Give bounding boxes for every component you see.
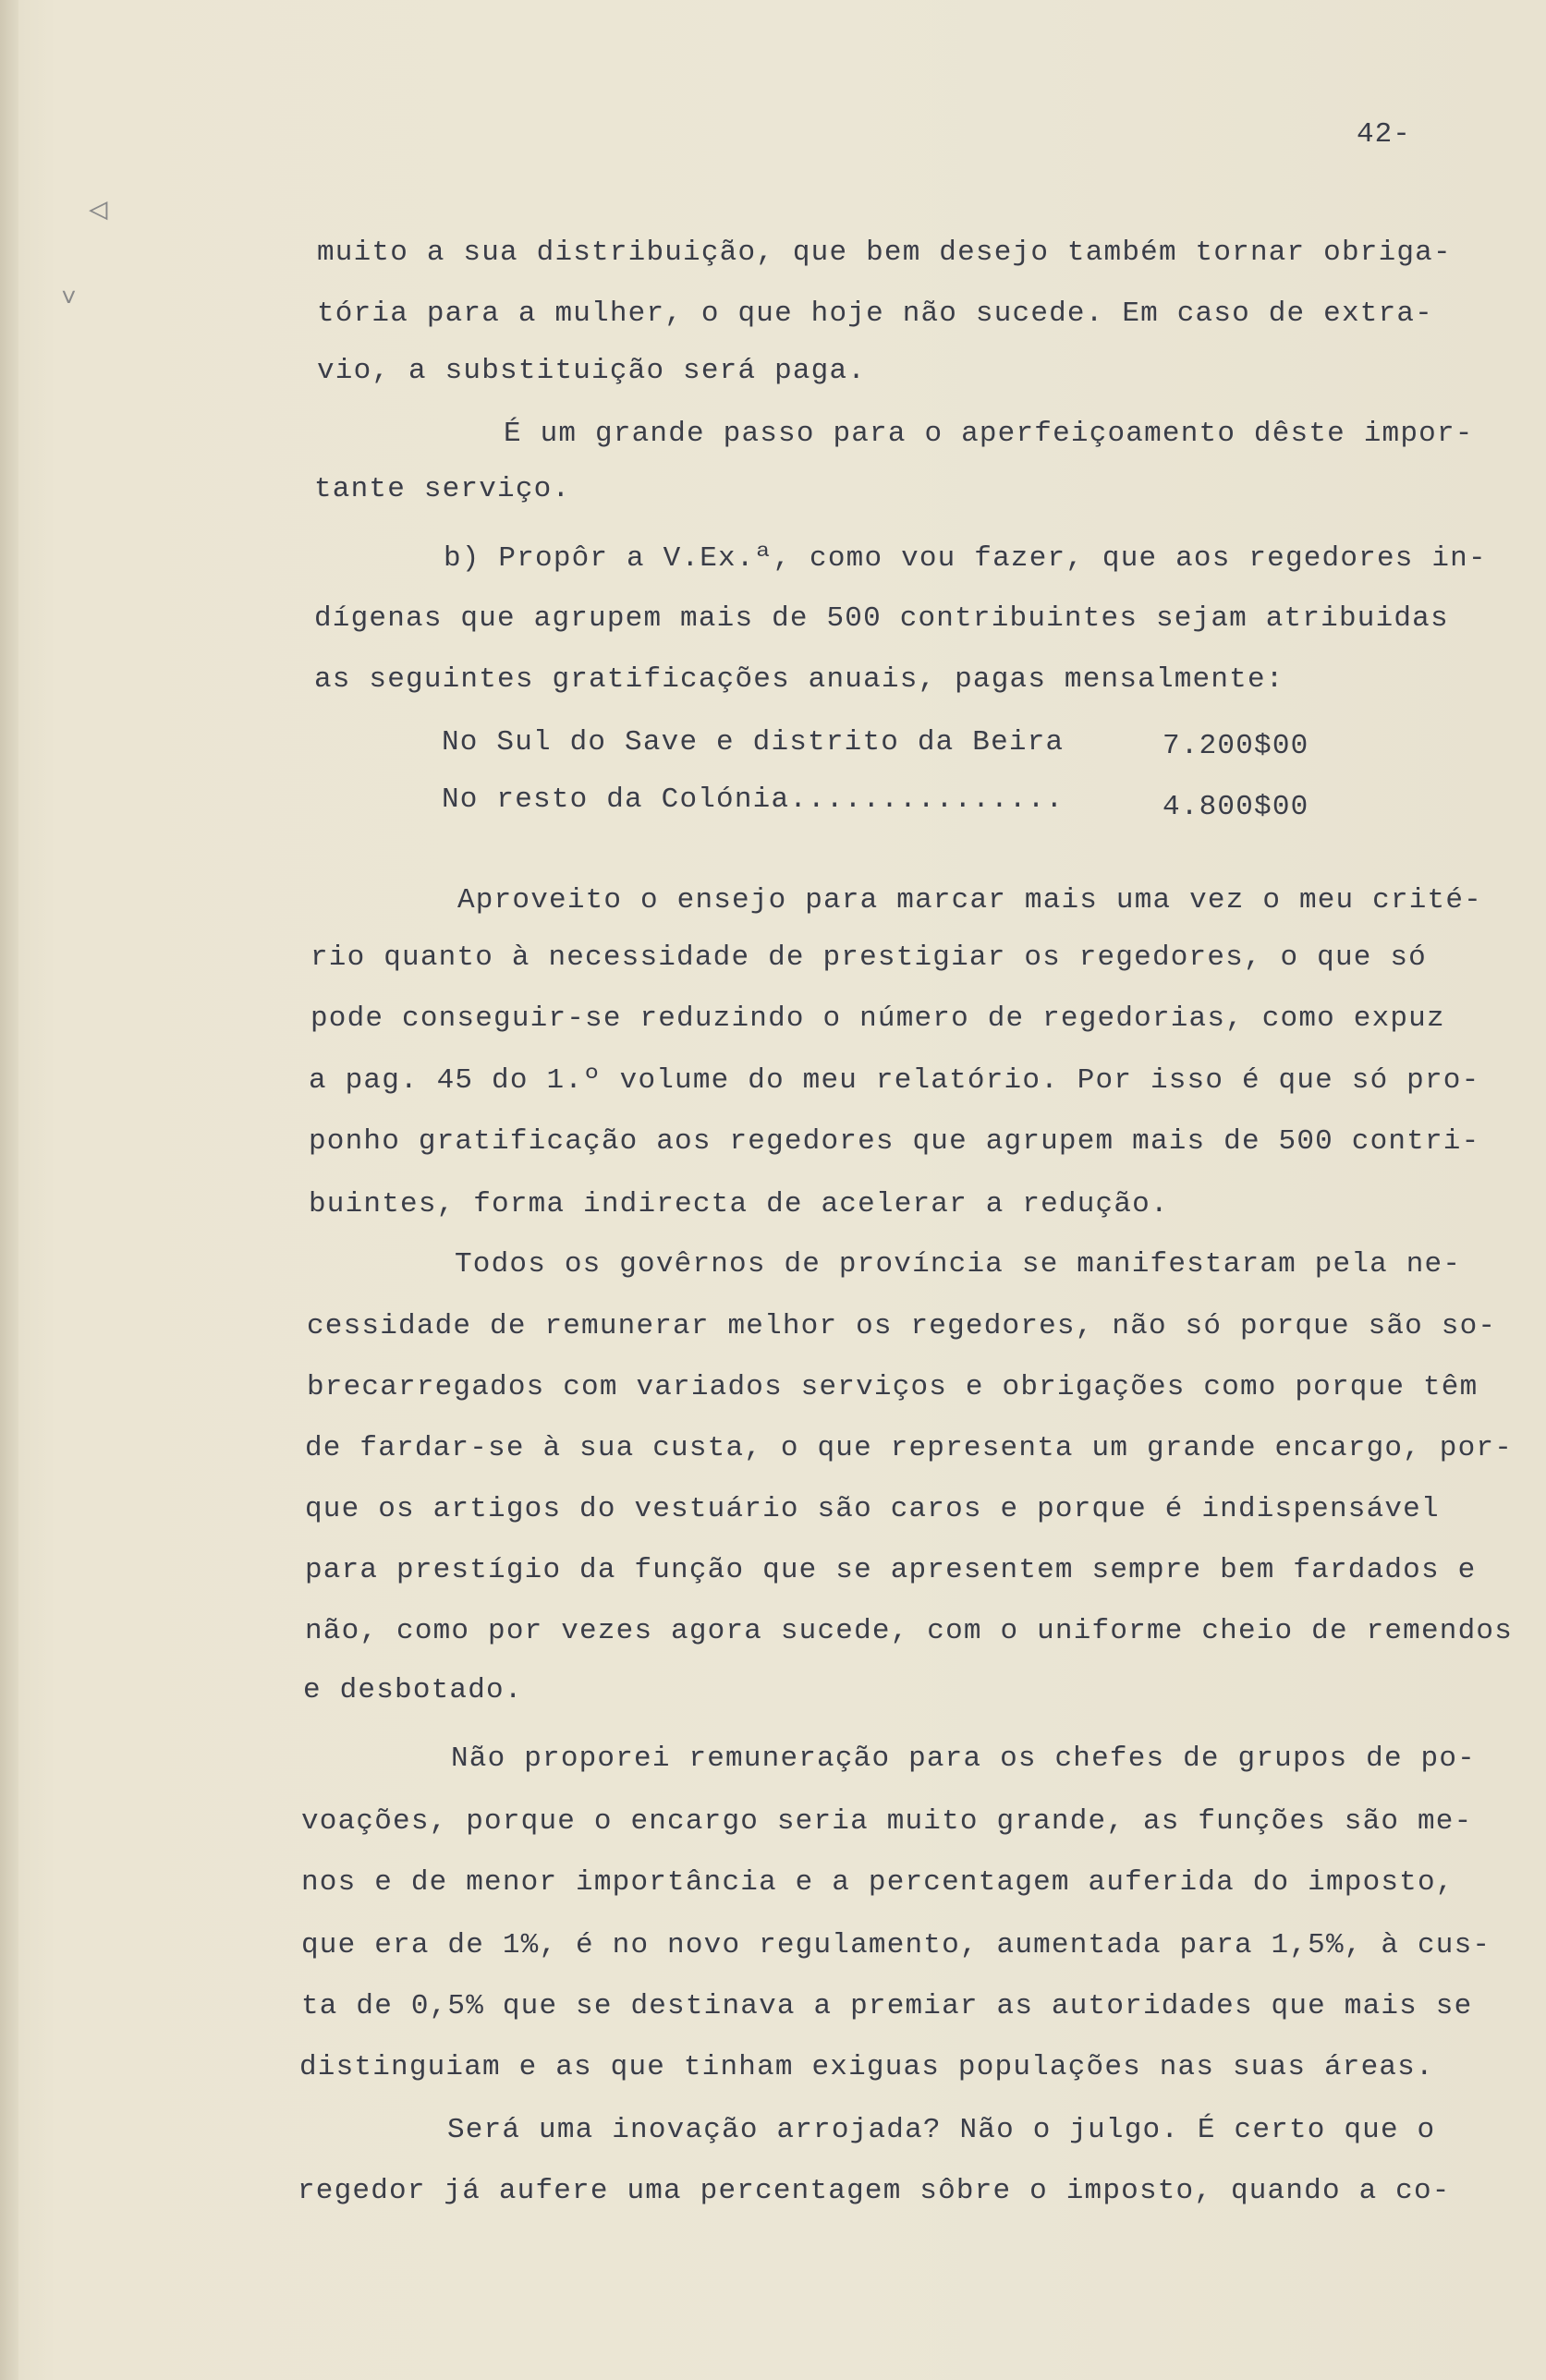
text-line: distinguiam e as que tinham exiguas populações nas suas áreas. (299, 2051, 1434, 2083)
text-line: tante serviço. (314, 473, 571, 505)
text-line: tória para a mulher, o que hoje não sucede. Em caso de extra- (317, 298, 1433, 330)
text-line: não, como por vezes agora sucede, com o uniforme cheio de remendos (305, 1615, 1513, 1647)
text-line: que os artigos do vestuário são caros e porque é indispensável (305, 1493, 1440, 1525)
text-line: a pag. 45 do 1.º volume do meu relatório. Por isso é que só pro- (309, 1064, 1480, 1097)
gratuity-region: No Sul do Save e distrito da Beira (442, 726, 1065, 759)
margin-mark: ˅ (61, 285, 77, 314)
text-line: as seguintes gratificações anuais, pagas mensalmente: (314, 663, 1284, 696)
text-line: de fardar-se à sua custa, o que representa um grande encargo, por- (305, 1432, 1513, 1464)
text-line: ponho gratificação aos regedores que agrupem mais de 500 contri- (309, 1125, 1480, 1158)
text-line: para prestígio da função que se apresentem sempre bem fardados e (305, 1554, 1477, 1586)
text-line: b) Propôr a V.Ex.ª, como vou fazer, que aos regedores in- (444, 542, 1487, 575)
text-line: nos e de menor importância e a percentagem auferida do imposto, (301, 1866, 1455, 1899)
text-line: voações, porque o encargo seria muito grande, as funções são me- (301, 1805, 1473, 1838)
text-line: cessidade de remunerar melhor os regedores, não só porque são so- (307, 1310, 1497, 1342)
text-line: Aproveito o ensejo para marcar mais uma vez o meu crité- (457, 884, 1482, 917)
text-line: dígenas que agrupem mais de 500 contribuintes sejam atribuidas (314, 602, 1449, 635)
text-line: e desbotado. (303, 1674, 523, 1706)
text-line: brecarregados com variados serviços e obrigações como porque têm (307, 1371, 1479, 1403)
page-binding-edge (0, 0, 18, 2380)
text-line: É um grande passo para o aperfeiçoamento dêste impor- (504, 418, 1474, 450)
text-line: Todos os govêrnos de província se manifestaram pela ne- (455, 1248, 1462, 1281)
page-number: 42- (1357, 118, 1411, 151)
text-line: muito a sua distribuição, que bem desejo também tornar obriga- (317, 237, 1452, 269)
text-line: pode conseguir-se reduzindo o número de regedorias, como expuz (310, 1002, 1445, 1035)
text-line: buintes, forma indirecta de acelerar a redução. (309, 1188, 1169, 1220)
text-line: rio quanto à necessidade de prestigiar os regedores, o que só (310, 941, 1427, 974)
text-line: Será uma inovação arrojada? Não o julgo. É certo que o (447, 2114, 1436, 2146)
text-line: Não proporei remuneração para os chefes de grupos de po- (451, 1742, 1476, 1775)
gratuity-amount: 7.200$00 (1163, 730, 1309, 762)
gratuity-amount: 4.800$00 (1163, 791, 1309, 823)
text-line: que era de 1%, é no novo regulamento, aumentada para 1,5%, à cus- (301, 1929, 1491, 1961)
gratuity-region: No resto da Colónia............... (442, 783, 1065, 816)
text-line: regedor já aufere uma percentagem sôbre o imposto, quando a co- (298, 2175, 1451, 2207)
margin-mark: ◁ (89, 194, 108, 229)
text-line: vio, a substituição será paga. (317, 355, 867, 387)
text-line: ta de 0,5% que se destinava a premiar as autoridades que mais se (301, 1990, 1473, 2022)
